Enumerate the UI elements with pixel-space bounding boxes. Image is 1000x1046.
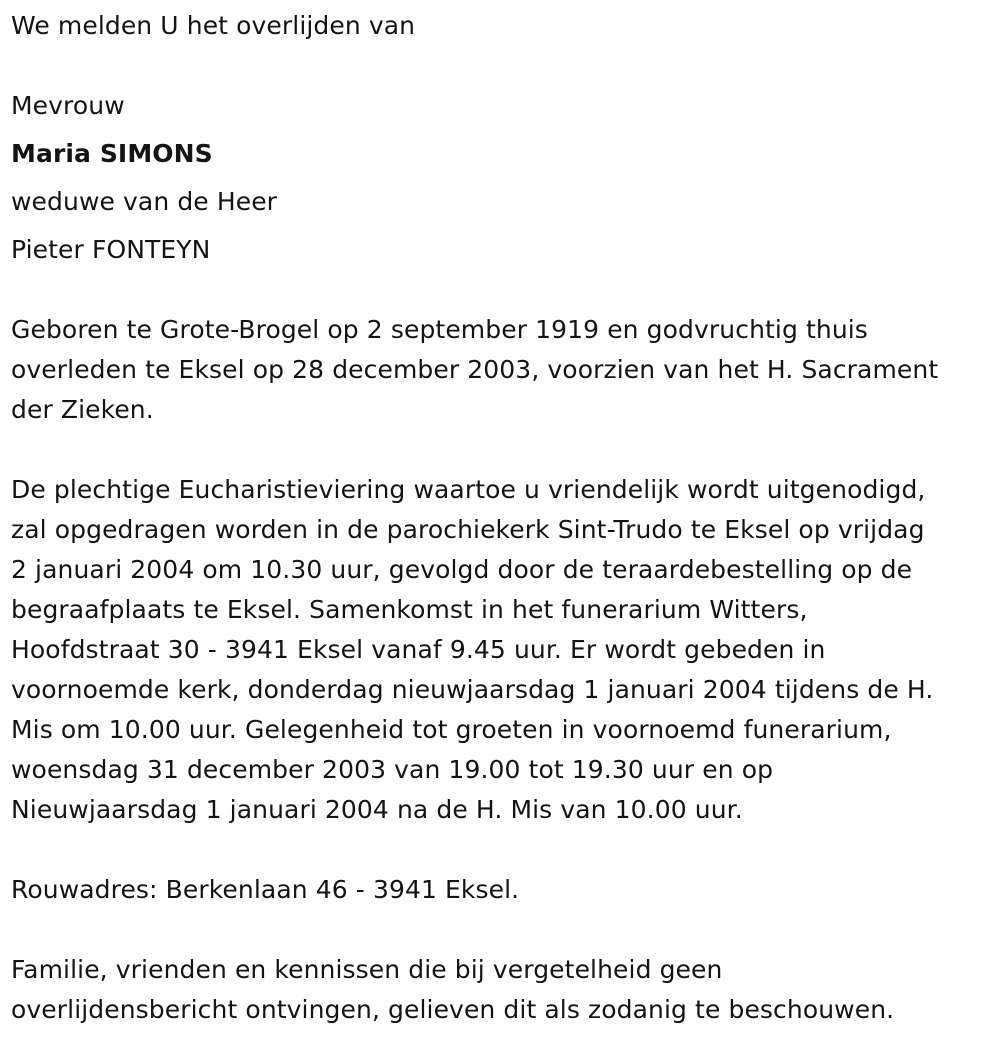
paragraph-line: 2 januari 2004 om 10.30 uur, gevolgd door de teraardebestelling op de: [11, 555, 913, 584]
paragraph-line: Familie, vrienden en kennissen die bij vergetelheid geen: [11, 955, 723, 984]
title-line: Mevrouw: [11, 91, 125, 120]
paragraph-line: Nieuwjaarsdag 1 januari 2004 na de H. Mis van 10.00 uur.: [11, 795, 743, 824]
paragraph-line: overlijdensbericht ontvingen, gelieven dit als zodanig te beschouwen.: [11, 995, 895, 1024]
paragraph-line: begraafplaats te Eksel. Samenkomst in het funerarium Witters,: [11, 595, 808, 624]
closing-paragraph: [11, 950, 991, 1030]
intro-line: We melden U het overlijden van: [11, 11, 416, 40]
mourning-address: Rouwadres: Berkenlaan 46 - 3941 Eksel.: [11, 875, 520, 904]
paragraph-line: Hoofdstraat 30 - 3941 Eksel vanaf 9.45 uur. Er wordt gebeden in: [11, 635, 826, 664]
death-notice: [11, 6, 991, 1030]
ceremony-paragraph: [11, 470, 991, 830]
paragraph-line: De plechtige Eucharistieviering waartoe u vriendelijk wordt uitgenodigd,: [11, 475, 926, 504]
paragraph-line: zal opgedragen worden in de parochiekerk Sint-Trudo te Eksel op vrijdag: [11, 515, 925, 544]
deceased-name: Maria SIMONS: [11, 139, 213, 168]
paragraph-line: voornoemde kerk, donderdag nieuwjaarsdag 1 januari 2004 tijdens de H.: [11, 675, 934, 704]
paragraph-line: Geboren te Grote-Brogel op 2 september 1919 en godvruchtig thuis: [11, 315, 868, 344]
paragraph-line: Mis om 10.00 uur. Gelegenheid tot groeten in voornoemd funerarium,: [11, 715, 892, 744]
paragraph-line: der Zieken.: [11, 395, 154, 424]
paragraph-line: woensdag 31 december 2003 van 19.00 tot 19.30 uur en op: [11, 755, 774, 784]
paragraph-line: overleden te Eksel op 28 december 2003, voorzien van het H. Sacrament: [11, 355, 939, 384]
birth-death-paragraph: [11, 310, 991, 430]
relation-line: weduwe van de Heer: [11, 187, 278, 216]
spouse-name: Pieter FONTEYN: [11, 235, 211, 264]
